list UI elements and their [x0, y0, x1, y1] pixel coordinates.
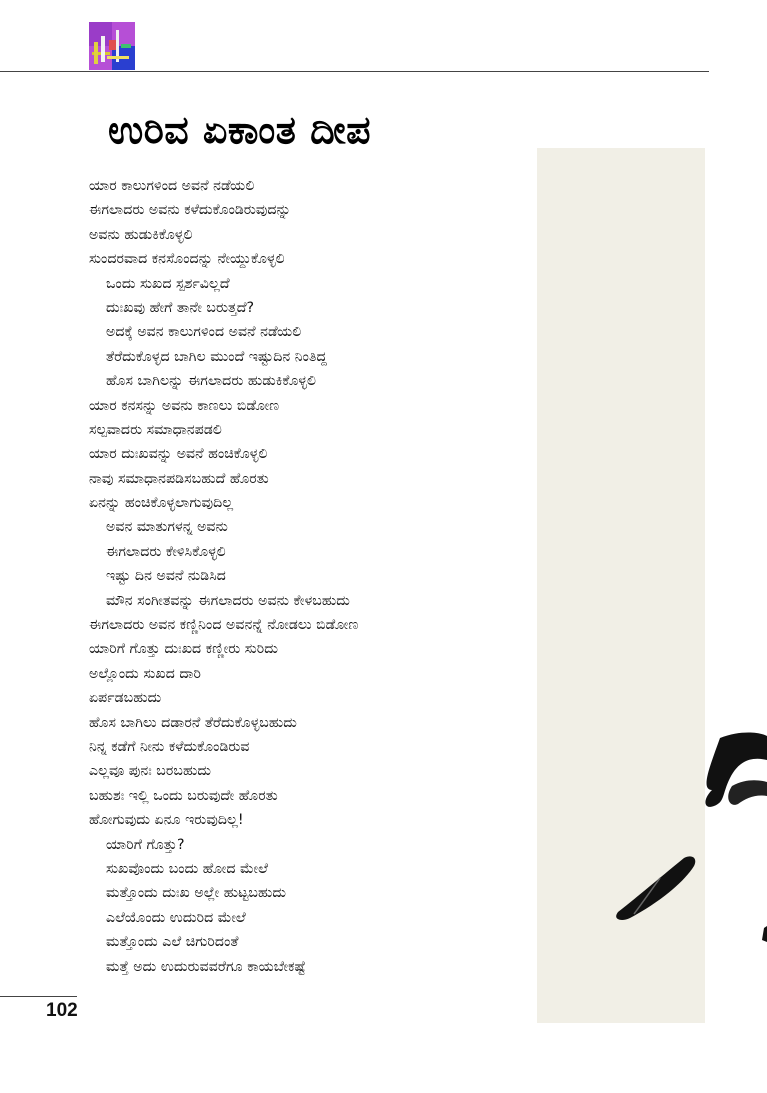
footer-rule	[0, 996, 77, 997]
poem-line: ಸುಖವೊಂದು ಬಂದು ಹೋದ ಮೇಲೆ	[106, 860, 268, 877]
publisher-logo-icon	[89, 22, 135, 70]
poem-line: ಯಾರ ದುಃಖವನ್ನು ಅವನೆ ಹಂಚಿಕೊಳ್ಳಲಿ	[89, 446, 268, 463]
side-panel-strip	[705, 148, 767, 1023]
poem-line: ಮತ್ತೆ ಅದು ಉದುರುವವರೆಗೂ ಕಾಯಬೇಕಷ್ಟೆ	[106, 958, 306, 975]
poem-line: ಯಾರಿಗೆ ಗೊತ್ತು ದುಃಖದ ಕಣ್ಣೀರು ಸುರಿದು	[89, 641, 278, 658]
poem-line: ಸುಂದರವಾದ ಕನಸೊಂದನ್ನು ನೇಯ್ದುಕೊಳ್ಳಲಿ	[89, 251, 285, 268]
poem-line: ಹೋಗುವುದು ಏನೂ ಇರುವುದಿಲ್ಲ!	[89, 812, 244, 829]
poem-line: ಏನನ್ನು ಹಂಚಿಕೊಳ್ಳಲಾಗುವುದಿಲ್ಲ	[89, 495, 234, 512]
poem-line: ಮತ್ತೊಂದು ಎಲೆ ಚಿಗುರಿದಂತೆ	[106, 934, 239, 951]
poem-line: ಎಲೆಯೊಂದು ಉದುರಿದ ಮೇಲೆ	[106, 909, 246, 926]
poem-line: ಯಾರ ಕಾಲುಗಳಿಂದ ಅವನೆ ನಡೆಯಲಿ	[89, 178, 255, 194]
poem-line: ಬಹುಶಃ ಇಲ್ಲಿ ಒಂದು ಬರುವುದೇ ಹೊರತು	[89, 787, 278, 804]
poem-line: ಮತ್ತೊಂದು ದುಃಖ ಅಲ್ಲೇ ಹುಟ್ಟಬಹುದು	[106, 885, 287, 902]
poem-line: ಈಗಲಾದರು ಕೇಳಿಸಿಕೊಳ್ಳಲಿ	[106, 543, 226, 560]
poem-body	[89, 174, 529, 979]
poem-line: ಯಾರಿಗೆ ಗೊತ್ತು?	[106, 836, 185, 853]
poem-line: ಈಗಲಾದರು ಅವನ ಕಣ್ಣಿನಿಂದ ಅವನನ್ನೆ ನೋಡಲು ಬಿಡೋಣ	[89, 617, 359, 634]
poem-line: ಅದಕ್ಕೆ ಅವನ ಕಾಲುಗಳಿಂದ ಅವನೆ ನಡೆಯಲಿ	[106, 324, 302, 341]
poem-line: ಸಲ್ಪವಾದರು ಸಮಾಧಾನಪಡಲಿ	[89, 421, 222, 438]
poem-line: ಅವನ ಮಾತುಗಳನ್ನ ಅವನು	[106, 519, 228, 536]
poem-line: ಹೊಸ ಬಾಗಿಲನ್ನು ಈಗಲಾದರು ಹುಡುಕಿಕೊಳ್ಳಲಿ	[106, 373, 317, 390]
poem-line: ಈಗಲಾದರು ಅವನು ಕಳೆದುಕೊಂಡಿರುವುದನ್ನು	[89, 202, 291, 219]
poem-line: ಹೊಸ ಬಾಗಿಲು ದಡಾರನೆ ತೆರೆದುಕೊಳ್ಳಬಹುದು	[89, 714, 297, 731]
poem-line: ಏರ್ಪಡಬಹುದು	[89, 690, 162, 707]
poem-title: ಉರಿವ ಏಕಾಂತ ದೀಪ	[108, 108, 371, 152]
poem-line: ನಿನ್ನ ಕಡೆಗೆ ನೀನು ಕಳೆದುಕೊಂಡಿರುವ	[89, 738, 250, 755]
poem-line: ದುಃಖವು ಹೇಗೆ ತಾನೇ ಬರುತ್ತದೆ?	[106, 299, 255, 316]
poem-line: ತೆರೆದುಕೊಳ್ಳದ ಬಾಗಿಲ ಮುಂದೆ ಇಷ್ಟುದಿನ ನಿಂತಿದ್ದ	[106, 348, 327, 365]
poem-line: ಒಂದು ಸುಖದ ಸ್ಪರ್ಶವಿಲ್ಲದೆ	[106, 275, 230, 292]
poem-line: ಅಲ್ಲೊಂದು ಸುಖದ ದಾರಿ	[89, 665, 202, 682]
poem-line: ಇಷ್ಟು ದಿನ ಅವನೆ ನುಡಿಸಿದ	[106, 568, 226, 585]
poem-line: ಮೌನ ಸಂಗೀತವನ್ನು ಈಗಲಾದರು ಅವನು ಕೇಳಬಹುದು	[106, 592, 350, 609]
page-number: 102	[46, 1000, 78, 1021]
poem-line: ಅವನು ಹುಡುಕಿಕೊಳ್ಳಲಿ	[89, 226, 193, 243]
side-illustration-panel	[537, 148, 767, 1023]
poem-line: ಎಲ್ಲವೂ ಪುನಃ ಬರಬಹುದು	[89, 763, 212, 780]
poem-line: ಯಾರ ಕನಸನ್ನು ಅವನು ಕಾಣಲು ಬಿಡೋಣ	[89, 397, 280, 414]
header-rule	[0, 71, 709, 72]
poem-line: ನಾವು ಸಮಾಧಾನಪಡಿಸಬಹುದೆ ಹೊರತು	[89, 470, 269, 487]
